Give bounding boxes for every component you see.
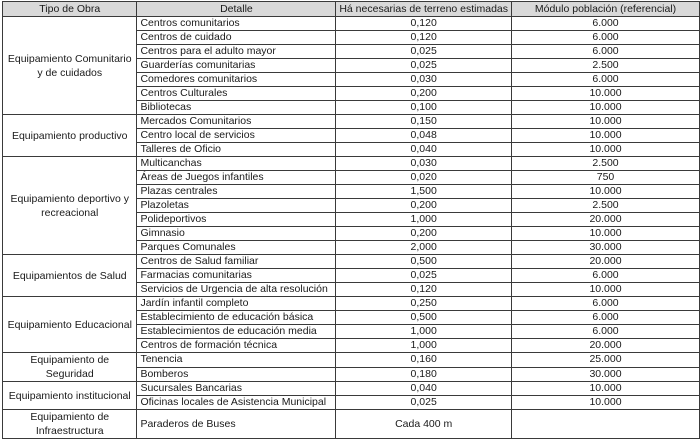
hectareas-cell: 1,000 [336, 325, 512, 339]
detalle-cell: Parques Comunales [137, 241, 336, 255]
hectareas-cell: 0,040 [336, 143, 512, 157]
detalle-cell: Talleres de Oficio [137, 143, 336, 157]
hectareas-cell: Cada 400 m [336, 410, 512, 439]
detalle-cell: Tenencia [137, 353, 336, 368]
hectareas-cell: 0,020 [336, 171, 512, 185]
tipo-cell: Equipamientos de Salud [3, 255, 137, 297]
hectareas-cell: 0,160 [336, 353, 512, 368]
modulo-cell: 10.000 [512, 283, 700, 297]
hectareas-cell: 0,150 [336, 115, 512, 129]
hectareas-cell: 1,000 [336, 339, 512, 353]
modulo-cell: 20.000 [512, 255, 700, 269]
detalle-cell: Plazoletas [137, 199, 336, 213]
modulo-cell: 2.500 [512, 59, 700, 73]
header-detalle: Detalle [137, 2, 336, 17]
hectareas-cell: 0,100 [336, 101, 512, 115]
tipo-cell: Equipamiento Educacional [3, 297, 137, 353]
tipo-cell: Equipamiento productivo [3, 115, 137, 157]
modulo-cell: 10.000 [512, 87, 700, 101]
hectareas-cell: 0,025 [336, 45, 512, 59]
modulo-cell: 10.000 [512, 227, 700, 241]
hectareas-cell: 0,025 [336, 396, 512, 410]
modulo-cell: 6.000 [512, 31, 700, 45]
modulo-cell: 10.000 [512, 382, 700, 396]
hectareas-cell: 0,048 [336, 129, 512, 143]
table-row [3, 157, 700, 171]
modulo-cell: 6.000 [512, 325, 700, 339]
modulo-cell: 30.000 [512, 241, 700, 255]
hectareas-cell: 0,500 [336, 255, 512, 269]
modulo-cell: 6.000 [512, 311, 700, 325]
hectareas-cell: 0,120 [336, 31, 512, 45]
table-row [3, 115, 700, 129]
table-row [3, 297, 700, 311]
modulo-cell: 25.000 [512, 353, 700, 368]
hectareas-cell: 0,040 [336, 382, 512, 396]
hectareas-cell: 0,120 [336, 17, 512, 31]
modulo-cell [512, 410, 700, 439]
modulo-cell: 2.500 [512, 157, 700, 171]
modulo-cell: 10.000 [512, 101, 700, 115]
hectareas-cell: 0,120 [336, 283, 512, 297]
detalle-cell: Plazas centrales [137, 185, 336, 199]
detalle-cell: Sucursales Bancarias [137, 382, 336, 396]
table-row [3, 382, 700, 396]
detalle-cell: Centros Culturales [137, 87, 336, 101]
modulo-cell: 10.000 [512, 143, 700, 157]
detalle-cell: Áreas de Juegos infantiles [137, 171, 336, 185]
hectareas-cell: 0,180 [336, 367, 512, 382]
header-hectareas: Há necesarias de terreno estimadas [336, 2, 512, 17]
table-row [3, 255, 700, 269]
hectareas-cell: 1,000 [336, 213, 512, 227]
hectareas-cell: 2,000 [336, 241, 512, 255]
detalle-cell: Gimnasio [137, 227, 336, 241]
modulo-cell: 10.000 [512, 129, 700, 143]
detalle-cell: Servicios de Urgencia de alta resolución [137, 283, 336, 297]
hectareas-cell: 1,500 [336, 185, 512, 199]
tipo-cell: Equipamiento de Seguridad [3, 353, 137, 382]
hectareas-cell: 0,250 [336, 297, 512, 311]
modulo-cell: 6.000 [512, 45, 700, 59]
detalle-cell: Comedores comunitarios [137, 73, 336, 87]
modulo-cell: 10.000 [512, 396, 700, 410]
detalle-cell: Centros de formación técnica [137, 339, 336, 353]
detalle-cell: Multicanchas [137, 157, 336, 171]
modulo-cell: 6.000 [512, 269, 700, 283]
detalle-cell: Mercados Comunitarios [137, 115, 336, 129]
tipo-cell: Equipamiento Comunitario y de cuidados [3, 17, 137, 115]
modulo-cell: 2.500 [512, 199, 700, 213]
detalle-cell: Establecimientos de educación media [137, 325, 336, 339]
hectareas-cell: 0,200 [336, 87, 512, 101]
detalle-cell: Farmacias comunitarias [137, 269, 336, 283]
detalle-cell: Centros de Salud familiar [137, 255, 336, 269]
detalle-cell: Centro local de servicios [137, 129, 336, 143]
hectareas-cell: 0,025 [336, 59, 512, 73]
detalle-cell: Centros de cuidado [137, 31, 336, 45]
hectareas-cell: 0,030 [336, 157, 512, 171]
detalle-cell: Oficinas locales de Asistencia Municipal [137, 396, 336, 410]
modulo-cell: 750 [512, 171, 700, 185]
hectareas-cell: 0,025 [336, 269, 512, 283]
detalle-cell: Polideportivos [137, 213, 336, 227]
detalle-cell: Centros para el adulto mayor [137, 45, 336, 59]
table-row [3, 353, 700, 368]
modulo-cell: 30.000 [512, 367, 700, 382]
hectareas-cell: 0,200 [336, 199, 512, 213]
detalle-cell: Bomberos [137, 367, 336, 382]
equipment-table-container [2, 1, 700, 439]
header-modulo-poblacion: Módulo población (referencial) [512, 2, 700, 17]
detalle-cell: Centros comunitarios [137, 17, 336, 31]
modulo-cell: 6.000 [512, 73, 700, 87]
equipment-table [2, 1, 700, 439]
modulo-cell: 10.000 [512, 185, 700, 199]
detalle-cell: Jardín infantil completo [137, 297, 336, 311]
hectareas-cell: 0,200 [336, 227, 512, 241]
header-tipo-de-obra: Tipo de Obra [3, 2, 137, 17]
modulo-cell: 6.000 [512, 17, 700, 31]
modulo-cell: 10.000 [512, 115, 700, 129]
hectareas-cell: 0,500 [336, 311, 512, 325]
hectareas-cell: 0,030 [336, 73, 512, 87]
tipo-cell: Equipamiento deportivo y recreacional [3, 157, 137, 255]
detalle-cell: Bibliotecas [137, 101, 336, 115]
modulo-cell: 20.000 [512, 339, 700, 353]
detalle-cell: Guarderías comunitarias [137, 59, 336, 73]
modulo-cell: 20.000 [512, 213, 700, 227]
detalle-cell: Establecimiento de educación básica [137, 311, 336, 325]
table-row [3, 17, 700, 31]
table-row [3, 410, 700, 439]
tipo-cell: Equipamiento institucional [3, 382, 137, 410]
tipo-cell: Equipamiento de Infraestructura [3, 410, 137, 439]
modulo-cell: 6.000 [512, 297, 700, 311]
header-row [3, 2, 700, 17]
detalle-cell: Paraderos de Buses [137, 410, 336, 439]
